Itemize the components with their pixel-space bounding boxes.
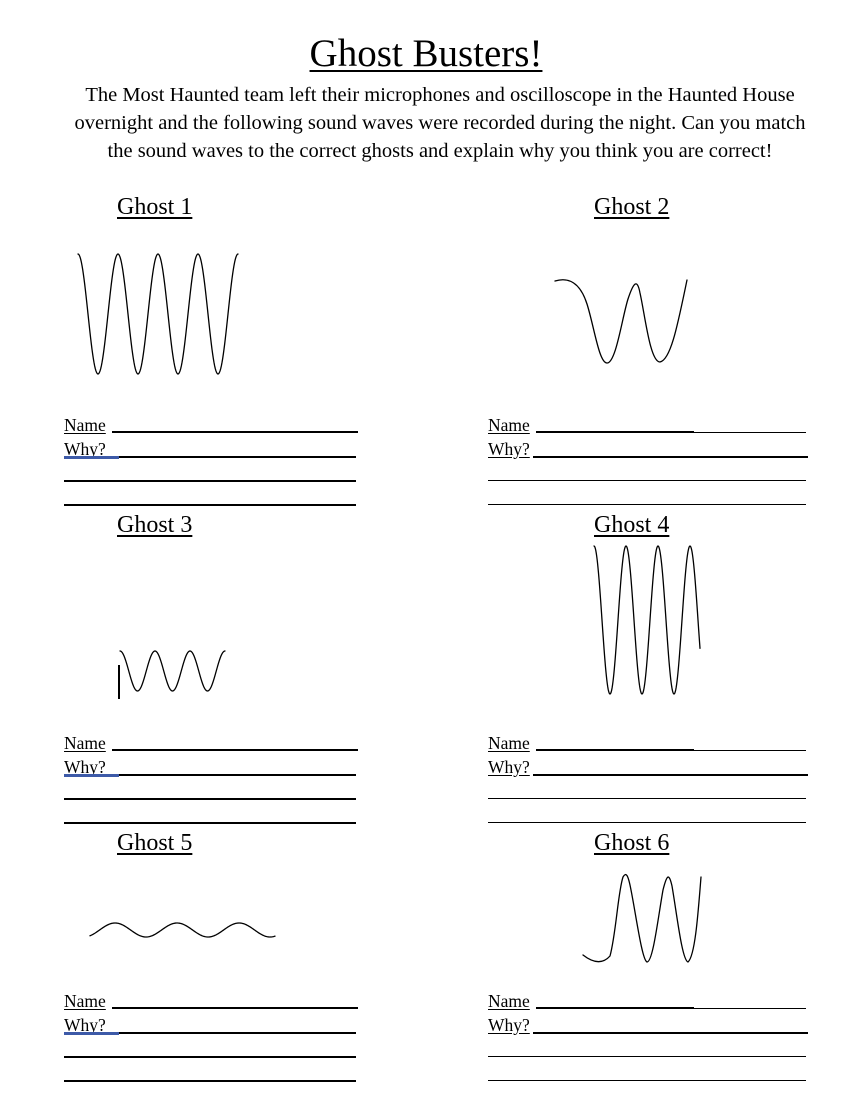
ghost-1-name-label: Name: [64, 415, 106, 435]
ghost-1-heading: Ghost 1: [117, 194, 193, 220]
ghost-5-name-label: Name: [64, 991, 106, 1011]
ghost-4-name-line-a[interactable]: [536, 749, 694, 751]
ghost-2-answer-line-2[interactable]: [488, 480, 806, 481]
ghost-1-name-line[interactable]: [112, 431, 358, 433]
ghost-3-why-line[interactable]: [119, 774, 356, 776]
ghost-1-sound-wave: [70, 245, 250, 385]
ghost-5-heading: Ghost 5: [117, 830, 193, 856]
ghost-6-name-line-a[interactable]: [536, 1007, 694, 1009]
ghost-2-heading: Ghost 2: [594, 194, 670, 220]
ghost-6-heading: Ghost 6: [594, 830, 670, 856]
ghost-1-why-line[interactable]: [119, 456, 356, 458]
ghost-5-why-highlight: [64, 1032, 119, 1035]
ghost-5-answer-line-2[interactable]: [64, 1056, 356, 1058]
ghost-3-sound-wave: [115, 640, 230, 700]
ghost-3-name-label: Name: [64, 733, 106, 753]
ghost-2-why-line[interactable]: [533, 456, 808, 458]
ghost-2-name-label: Name: [488, 415, 530, 435]
worksheet-title: Ghost Busters!: [309, 32, 543, 75]
ghost-4-name-label: Name: [488, 733, 530, 753]
ghost-5-name-line[interactable]: [112, 1007, 358, 1009]
ghost-3-answer-line-2[interactable]: [64, 798, 356, 800]
ghost-3-why-label: Why?: [64, 757, 106, 777]
ghost-1-why-label: Why?: [64, 439, 106, 459]
ghost-4-heading: Ghost 4: [594, 512, 670, 538]
ghost-4-why-line[interactable]: [533, 774, 808, 776]
ghost-2-why-label: Why?: [488, 439, 530, 459]
ghost-4-sound-wave: [588, 538, 708, 703]
ghost-1-answer-line-3[interactable]: [64, 504, 356, 506]
ghost-6-why-line[interactable]: [533, 1032, 808, 1034]
ghost-6-name-label: Name: [488, 991, 530, 1011]
ghost-4-why-label: Why?: [488, 757, 530, 777]
ghost-1-answer-line-2[interactable]: [64, 480, 356, 482]
ghost-5-sound-wave: [85, 912, 280, 948]
intro-text: The Most Haunted team left their microphones and oscilloscope in the Haunted House overnight and the following sound waves were recorded during the night. Can you match the sound waves to the correct ghosts and explain why you think you are correct!: [74, 84, 806, 162]
ghost-4-answer-line-2[interactable]: [488, 798, 806, 799]
ghost-3-answer-line-3[interactable]: [64, 822, 356, 824]
ghost-2-sound-wave: [550, 270, 695, 370]
ghost-3-heading: Ghost 3: [117, 512, 193, 538]
ghost-6-name-line-b[interactable]: [694, 1008, 806, 1009]
ghost-5-why-label: Why?: [64, 1015, 106, 1035]
ghost-4-name-line-b[interactable]: [694, 750, 806, 751]
ghost-6-sound-wave: [578, 870, 708, 970]
ghost-2-answer-line-3[interactable]: [488, 504, 806, 505]
ghost-6-answer-line-2[interactable]: [488, 1056, 806, 1057]
ghost-6-why-label: Why?: [488, 1015, 530, 1035]
ghost-1-why-highlight: [64, 456, 119, 459]
ghost-2-name-line-a[interactable]: [536, 431, 694, 433]
ghost-2-name-line-b[interactable]: [694, 432, 806, 433]
ghost-3-why-highlight: [64, 774, 119, 777]
ghost-6-answer-line-3[interactable]: [488, 1080, 806, 1081]
ghost-5-why-line[interactable]: [119, 1032, 356, 1034]
ghost-3-name-line[interactable]: [112, 749, 358, 751]
ghost-4-answer-line-3[interactable]: [488, 822, 806, 823]
ghost-5-answer-line-3[interactable]: [64, 1080, 356, 1082]
